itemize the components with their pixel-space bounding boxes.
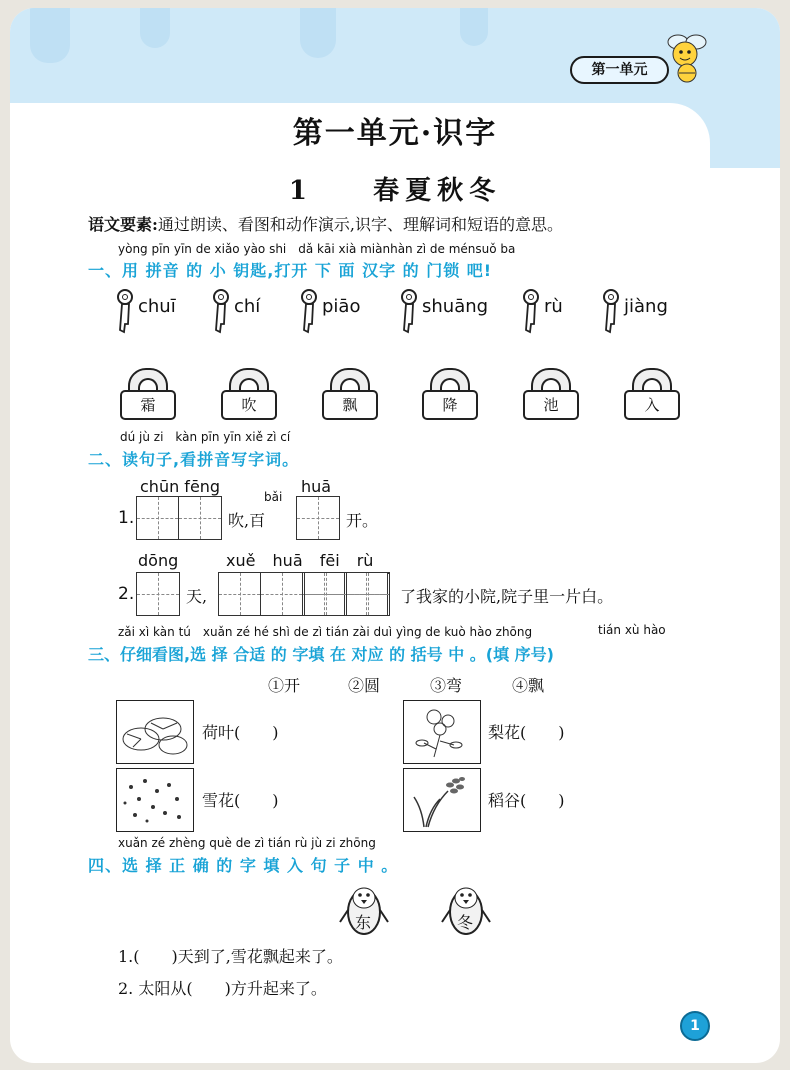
q4-sentence-2: 2. 太阳从( )方升起来了。: [118, 979, 327, 998]
q4-sentence-1: 1.( )天到了,雪花飘起来了。: [118, 947, 343, 966]
lesson-number: 1: [288, 176, 313, 206]
key-icon: [112, 288, 138, 336]
q2-l1-mid: 吹,百: [228, 511, 266, 530]
key-6: [598, 288, 708, 332]
requirement-label: 语文要素: [88, 215, 153, 234]
page-number: 1: [680, 1011, 710, 1041]
q2-l1-pinyin-a: chūn fēng: [140, 477, 221, 496]
q4-title: 四、选 择 正 确 的 字 填 入 句 子 中 。: [88, 856, 399, 875]
lock-2: [219, 366, 279, 426]
lock-character: 池: [523, 390, 579, 420]
q1-pinyin: yòng pīn yīn de xiǎo yào shi dǎ kāi xià miànhàn zì de ménsuǒ ba: [118, 242, 516, 256]
q2-l2-mid: 天,: [186, 587, 208, 606]
key-pinyin: shuāng: [422, 296, 489, 317]
option-1: ①开: [268, 676, 301, 695]
lesson-name: 春夏秋冬: [373, 176, 502, 206]
lock-character: 入: [624, 390, 680, 420]
key-icon: [296, 288, 322, 336]
key-icon: [208, 288, 234, 336]
key-1: [112, 288, 222, 332]
item-rice: 稻谷( ): [488, 791, 565, 810]
lock-4: [420, 366, 480, 426]
q4-pinyin: xuǎn zé zhèng què de zì tián rù jù zi zhōng: [118, 836, 376, 850]
q2-l2-end: 了我家的小院,院子里一片白。: [400, 587, 614, 606]
writing-grid[interactable]: [136, 572, 180, 616]
pear-blossom-picture: [403, 700, 481, 764]
option-2: ②圆: [348, 676, 381, 695]
key-pinyin: jiàng: [624, 296, 668, 317]
page-sheet: [10, 8, 780, 1063]
lesson-title: [0, 170, 790, 207]
lock-character: 吹: [221, 390, 277, 420]
item-snow: 雪花( ): [202, 791, 279, 810]
q2-title: 二、读句子,看拼音写字词。: [88, 450, 300, 469]
key-icon: [518, 288, 544, 336]
q2-l1-pinyin-b: bǎi: [264, 490, 283, 504]
q2-l1-number: 1.: [118, 508, 135, 528]
q3-title: 三、仔细看图,选 择 合适 的 字填 在 对应 的 括号 中 。(填 序号): [88, 645, 554, 664]
lock-1: [118, 366, 178, 426]
writing-grid[interactable]: [296, 496, 340, 540]
q1-title: 一、用 拼音 的 小 钥匙,打开 下 面 汉字 的 门锁 吧!: [88, 261, 493, 280]
key-pinyin: chuī: [138, 296, 176, 317]
penguin-character: 冬: [457, 913, 474, 932]
snowflake-picture: [116, 768, 194, 832]
drip-decoration: [460, 8, 488, 46]
key-4: [396, 288, 506, 332]
penguin-character: 东: [355, 913, 372, 932]
q2-pinyin: dú jù zi kàn pīn yīn xiě zì cí: [120, 430, 291, 444]
key-3: [296, 288, 406, 332]
learning-requirement: [88, 212, 563, 235]
writing-grid[interactable]: [136, 496, 222, 540]
page-title: 第一单元·识字: [292, 116, 498, 151]
key-pinyin: piāo: [322, 296, 361, 317]
item-pear: 梨花( ): [488, 723, 565, 742]
penguin-icon: [334, 880, 394, 940]
key-pinyin: rù: [544, 296, 563, 317]
option-3: ③弯: [430, 676, 463, 695]
q2-l2-number: 2.: [118, 584, 135, 604]
unit-tab: 第一单元: [570, 56, 669, 84]
writing-grid[interactable]: [304, 572, 390, 616]
lock-character: 飘: [322, 390, 378, 420]
drip-decoration: [300, 8, 336, 58]
q2-l1-end: 开。: [346, 511, 379, 530]
lotus-leaf-picture: [116, 700, 194, 764]
item-lotus: 荷叶( ): [202, 723, 279, 742]
key-icon: [396, 288, 422, 336]
q2-l2-pinyin-a: dōng: [138, 551, 179, 570]
q3-pinyin-a: zǎi xì kàn tú xuǎn zé hé shì de zì tián zài duì yìng de kuò hào zhōng: [118, 625, 533, 639]
lock-6: [622, 366, 682, 426]
requirement-colon: :: [152, 215, 158, 234]
lock-3: [320, 366, 380, 426]
penguin-icon: [436, 880, 496, 940]
rice-picture: [403, 768, 481, 832]
q2-l1-pinyin-c: huā: [301, 477, 332, 496]
lock-5: [521, 366, 581, 426]
drip-decoration: [30, 8, 70, 63]
q3-pinyin-b: tián xù hào: [598, 623, 666, 637]
q2-l2-pinyin-b: xuě huā fēi rù: [226, 551, 374, 570]
option-4: ④飘: [512, 676, 545, 695]
key-pinyin: chí: [234, 296, 261, 317]
requirement-text: 通过朗读、看图和动作演示,识字、理解词和短语的意思。: [157, 215, 564, 234]
lock-character: 降: [422, 390, 478, 420]
key-icon: [598, 288, 624, 336]
bee-mascot-icon: [660, 28, 710, 84]
drip-decoration: [140, 8, 170, 48]
lock-character: 霜: [120, 390, 176, 420]
